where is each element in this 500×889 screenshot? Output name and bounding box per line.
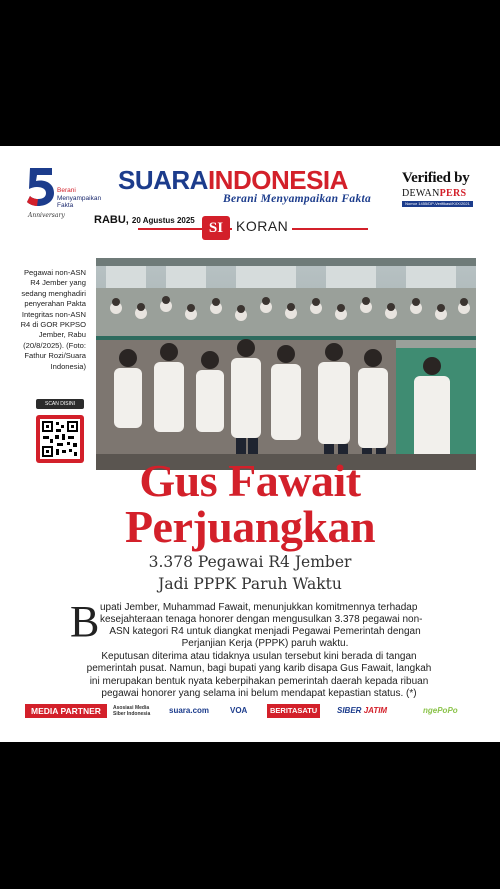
paragraph-1: upati Jember, Muhammad Fawait, menunjukkan komitmennya terhadap kesejahteraan tenaga honorer dengan mengusulkan 3.378 pegawai non- [100, 602, 423, 626]
paragraph-2: Keputusan diterima atau tidaknya usulan tersebut kini berada di tangan pemerintah pusat. Namun, bagi bupati yang karib disapa Gus Fawait, langkah ini merupakan bentuk nyata keberpihakan pemerintah daerah kepada ribuan pegawai honorer yang selama ini belum mendapat kepastian status. (*) [86, 651, 432, 700]
dewan-pers: DEWANPERS [402, 188, 467, 199]
photo-caption: Pegawai non-ASN R4 Jember yang sedang menghadiri penyerahan Pakta Integritas non-ASN R4 di GOR PKPSO Jember, Rabu (20/8/2025). (Foto: Fathur Rozi/Suara Indonesia) [20, 268, 86, 371]
partner-voa[interactable]: VOA [230, 706, 248, 715]
newspaper-front-page [0, 146, 500, 742]
drop-cap: B [70, 597, 100, 646]
logo-signature: Anniversary [28, 212, 65, 219]
anniversary-5-logo [24, 166, 58, 206]
edition-label: KORAN [232, 218, 292, 234]
issue-date: RABU, 20 Agustus 2025 [94, 214, 195, 226]
brand-tagline: Berani Menyampaikan Fakta [223, 193, 372, 205]
partner-amsi[interactable]: Asosiasi Media Siber Indonesia [113, 705, 151, 717]
partner-ngepop[interactable]: ngePoPo [423, 706, 458, 715]
paragraph-1-rest: ASN kategori R4 untuk diangkat menjadi Pegawai Pemerintah dengan Perjanjian Kerja (PPPK) paruh waktu. [109, 626, 421, 650]
subheadline-line2: Jadi PPPK Paruh Waktu [158, 575, 342, 593]
verified-label: Verified by [402, 170, 470, 186]
partner-beritasatu[interactable]: BERITASATU [267, 704, 320, 718]
logo-tagline: Berani Menyampaikan Fakta [57, 187, 102, 209]
media-partner-label: MEDIA PARTNER [25, 704, 107, 718]
crowd-photo [96, 258, 476, 470]
headline-line1: Gus Fawait [139, 455, 361, 506]
partner-siber-jatim[interactable]: SIBER JATIM [337, 706, 388, 715]
subheadline-line1: 3.378 Pegawai R4 Jember [148, 553, 352, 571]
headline-line2: Perjuangkan [124, 501, 376, 552]
edition-badge: SI [202, 216, 230, 240]
partner-suara[interactable]: suara.com [169, 706, 210, 715]
qr-code-icon [40, 419, 80, 459]
dewan-pers-code: Nomor 1455/DP-Verifikasi/K/IX/2021 [402, 201, 473, 207]
brand-title: SUARAINDONESIA [118, 165, 348, 195]
scan-label: SCAN DISINI [36, 399, 84, 409]
